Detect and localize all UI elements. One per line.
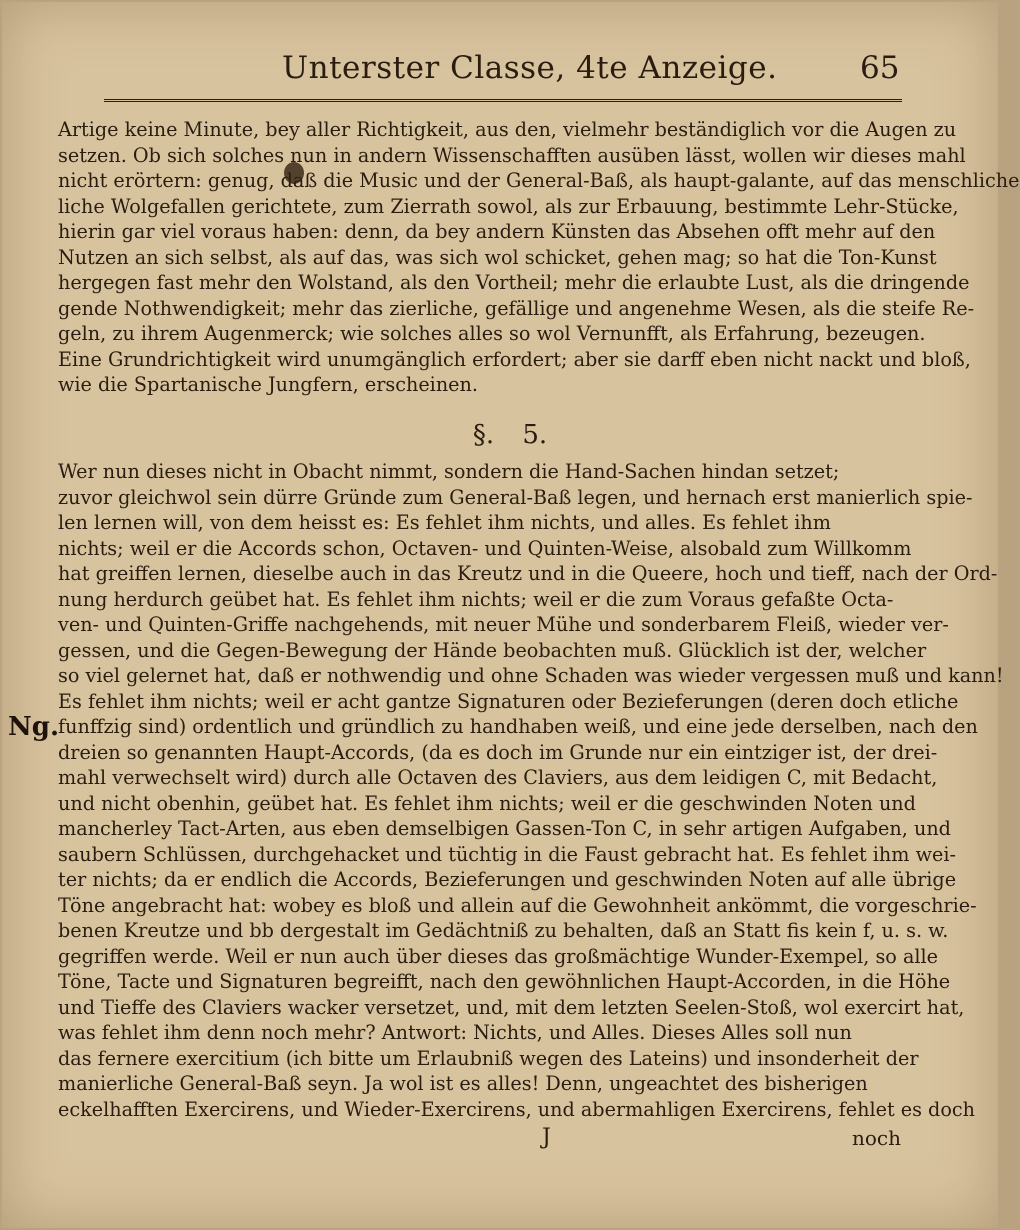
text-line: gende Nothwendigkeit; mehr das zierliche, gefällige und angenehme Wesen, als die steife Re- [58,296,975,320]
text-line: hierin gar viel voraus haben: denn, da bey andern Künsten das Absehen offt mehr auf den [58,220,936,243]
text-line: was fehlet ihm denn noch mehr? Antwort: Nichts, und Alles. Dieses Alles soll nun [58,1021,852,1044]
book-page [2,2,1020,1228]
text-line: gessen, und die Gegen-Bewegung der Hände beobachten muß. Glücklich ist der, welcher [58,638,927,662]
text-line: nung herdurch geübet hat. Es fehlet ihm nichts; weil er die zum Voraus gefaßte Octa- [58,587,894,611]
text-line: dreien so genannten Haupt-Accords, (da es doch im Grunde nur ein eintziger ist, der drei- [58,740,938,764]
text-line: Es fehlet ihm nichts; weil er acht gantze Signaturen oder Bezieferungen (deren doch etliche [58,689,959,713]
text-line: mahl verwechselt wird) durch alle Octaven des Claviers, aus dem leidigen C, mit Bedacht, [58,766,938,789]
text-line: eckelhafften Exercirens, und Wieder-Exercirens, und abermahligen Exercirens, fehlet es doch [58,1097,975,1121]
header-rule [104,99,902,102]
text-line: Töne, Tacte und Signaturen begreifft, nach den gewöhnlichen Haupt-Accorden, in die Höhe [58,970,951,993]
text-line: Eine Grundrichtigkeit wird unumgänglich erfordert; aber sie darff eben nicht nackt und bloß, [58,347,971,371]
text-line: hergegen fast mehr den Wolstand, als den Vortheil; mehr die erlaubte Lust, als die dringende [58,271,970,294]
text-line: so viel gelernet hat, daß er nothwendig und ohne Schaden was wieder vergessen muß und kann! [58,664,1004,687]
text-line: wie die Spartanische Jungfern, erscheinen. [58,373,478,396]
text-line: hat greiffen lernen, dieselbe auch in das Kreutz und in die Queere, hoch und tieff, nach der Ord- [58,562,998,585]
text-line: Artige keine Minute, bey aller Richtigkeit, aus den, vielmehr beständiglich vor die Augen zu [58,118,957,141]
text-line: setzen. Ob sich solches nun in andern Wissenschafften ausüben lässt, wollen wir dieses mahl [58,143,966,167]
text-line: geln, zu ihrem Augenmerck; wie solches alles so wol Vernunfft, als Erfahrung, bezeugen. [58,322,926,345]
text-line: das fernere exercitium (ich bitte um Erlaubniß wegen des Lateins) und insonderheit der [58,1046,919,1070]
text-line: ter nichts; da er endlich die Accords, Bezieferungen und geschwinden Noten auf alle übrige [58,868,957,891]
text-line: zuvor gleichwol sein dürre Gründe zum General-Baß legen, und hernach erst manierlich spie- [58,485,973,509]
text-line: gegriffen werde. Weil er nun auch über dieses das großmächtige Wunder-Exempel, so alle [58,944,939,968]
section-heading [2,420,998,450]
text-line: und Tieffe des Claviers wacker versetzet, und, mit dem letzten Seelen-Stoß, wol exercirt hat, [58,995,965,1019]
text-line: Töne angebracht hat: wobey es bloß und allein auf die Gewohnheit ankömmt, die vorgeschrie- [58,893,977,917]
text-line: nichts; weil er die Accords schon, Octaven- und Quinten-Weise, alsobald zum Willkomm [58,536,912,560]
text-line: saubern Schlüssen, durchgehacket und tüchtig in die Faust gebracht hat. Es fehlet ihm wei- [58,842,956,866]
text-line: ven- und Quinten-Griffe nachgehends, mit neuer Mühe und sonderbarem Fleiß, wieder ver- [58,613,949,636]
page-number: 65 [860,50,900,86]
running-title: Unterster Classe, 4te Anzeige. [282,50,778,86]
margin-note: Ng. [8,712,59,742]
text-line: mancherley Tact-Arten, aus eben demselbigen Gassen-Ton C, in sehr artigen Aufgaben, und [58,817,951,840]
text-line: Nutzen an sich selbst, als auf das, was sich wol schicket, gehen mag; so hat die Ton-Kunst [58,245,937,269]
text-line: und nicht obenhin, geübet hat. Es fehlet ihm nichts; weil er die geschwinden Noten und [58,791,916,815]
paragraph-1 [58,117,1020,398]
text-line: nicht erörtern: genug, daß die Music und der General-Baß, als haupt-galante, auf das menschliche [58,169,1020,192]
signature-mark: J [542,1125,551,1150]
text-line: funffzig sind) ordentlich und gründlich zu handhaben weiß, und eine jede derselben, nach den [58,715,978,738]
text-line: benen Kreutze und bb dergestalt im Gedächtniß zu behalten, daß an Statt fis kein f, u. s. w. [58,919,949,942]
text-line: manierliche General-Baß seyn. Ja wol ist es alles! Denn, ungeachtet des bisherigen [58,1072,868,1095]
page-header [2,44,998,104]
section-number: 5. [522,420,548,450]
text-line: len lernen will, von dem heisst es: Es fehlet ihm nichts, und alles. Es fehlet ihm [58,511,831,534]
section-mark: §. [472,420,495,450]
text-line: liche Wolgefallen gerichtete, zum Zierrath sowol, als zur Erbauung, bestimmte Lehr-Stücke, [58,194,959,218]
text-line: Wer nun dieses nicht in Obacht nimmt, sondern die Hand-Sachen hindan setzet; [58,460,840,483]
paragraph-2 [58,459,1004,1122]
catchword: noch [852,1126,902,1150]
